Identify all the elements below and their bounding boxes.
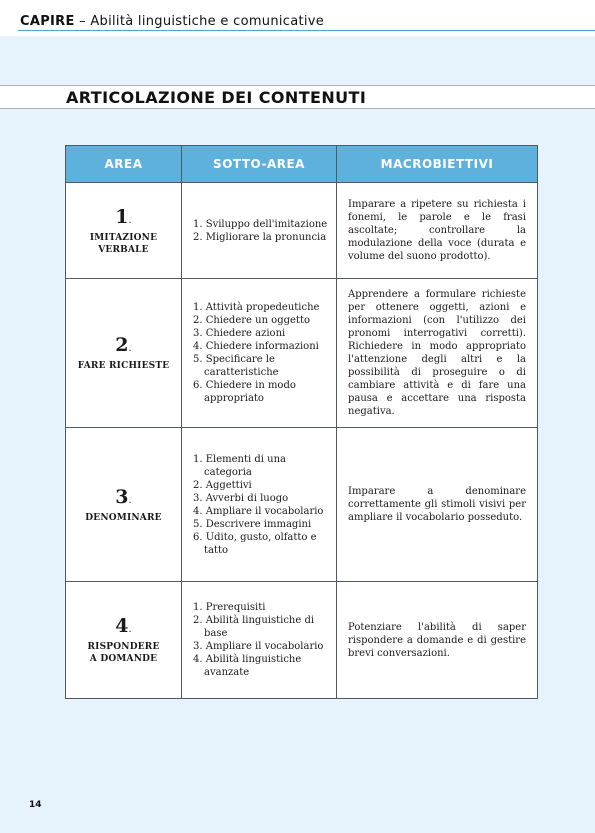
area-cell xyxy=(66,183,182,279)
area-name: IMITAZIONE VERBALE xyxy=(89,232,158,255)
list-item: 5. Specificare le caratteristiche xyxy=(193,354,279,378)
subarea-list xyxy=(186,218,332,244)
table-header-row xyxy=(66,146,538,183)
objective-cell: Imparare a ripetere su richiesta i fonemi, le parole e le frasi ascoltate; controllare la modulazione della voce (durata e volume del suono prodotto). xyxy=(337,183,538,279)
list-item: 3. Avverbi di luogo xyxy=(193,492,289,504)
subarea-list xyxy=(186,601,332,679)
subarea-cell xyxy=(182,582,337,699)
list-item: 4. Ampliare il vocabolario xyxy=(193,505,324,517)
area-name: FARE RICHIESTE xyxy=(77,361,170,371)
area-number: 3. xyxy=(115,485,132,508)
area-number: 2. xyxy=(115,334,132,356)
subarea-list xyxy=(186,301,332,405)
area-number: 4. xyxy=(115,615,132,637)
subarea-list xyxy=(186,453,332,557)
subarea-cell xyxy=(182,279,337,428)
page-number: 14 xyxy=(29,800,42,810)
column-header-subarea: SOTTO-AREA xyxy=(182,146,337,183)
list-item: 4. Chiedere informazioni xyxy=(193,341,319,352)
list-item: 3. Chiedere azioni xyxy=(193,328,286,339)
list-item: 6. Udito, gusto, olfatto e tatto xyxy=(193,531,317,556)
list-item: 1. Sviluppo dell'imitazione xyxy=(193,218,328,230)
list-item: 1. Elementi di una categoria xyxy=(193,453,286,478)
contents-table xyxy=(65,145,538,699)
subarea-cell xyxy=(182,428,337,582)
area-cell xyxy=(66,279,182,428)
header-separator: – xyxy=(74,14,91,29)
header-rule xyxy=(18,30,595,31)
table-row xyxy=(66,183,538,279)
area-name: DENOMINARE xyxy=(85,512,162,523)
list-item: 6. Chiedere in modo appropriato xyxy=(193,380,296,404)
objective-cell: Potenziare l'abilità di saper rispondere a domande e di gestire brevi conversazioni. xyxy=(337,582,538,699)
list-item: 2. Abilità linguistiche di base xyxy=(193,615,315,639)
table-row xyxy=(66,582,538,699)
book-subtitle: Abilità linguistiche e comunicative xyxy=(90,14,325,29)
subarea-cell xyxy=(182,183,337,279)
list-item: 2. Chiedere un oggetto xyxy=(193,315,310,326)
table-row xyxy=(66,428,538,582)
area-name: RISPONDERE A DOMANDE xyxy=(87,642,160,664)
objective-cell: Apprendere a formulare richieste per ottenere oggetti, azioni e informazioni (con l'utilizzo dei pronomi interrogativi corretti). Richiedere in modo appropriato l'attenzione degli altri e la possibilità di proseguire o di cambiare attività e di fare una pausa e accettare una risposta negativa. xyxy=(337,279,538,428)
objective-cell: Imparare a denominare correttamente gli stimoli visivi per ampliare il vocabolario posseduto. xyxy=(337,428,538,582)
running-header xyxy=(20,14,324,29)
list-item: 3. Ampliare il vocabolario xyxy=(193,641,324,652)
column-header-area: AREA xyxy=(66,146,182,183)
column-header-objectives: MACROBIETTIVI xyxy=(337,146,538,183)
list-item: 5. Descrivere immagini xyxy=(193,518,312,530)
area-cell xyxy=(66,582,182,699)
list-item: 1. Attività propedeutiche xyxy=(193,302,320,313)
list-item: 1. Prerequisiti xyxy=(193,602,266,613)
section-title: ARTICOLAZIONE DEI CONTENUTI xyxy=(66,88,367,107)
area-number: 1. xyxy=(115,205,132,228)
area-cell xyxy=(66,428,182,582)
book-title: CAPIRE xyxy=(20,14,75,29)
list-item: 2. Aggettivi xyxy=(193,479,252,491)
list-item: 4. Abilità linguistiche avanzate xyxy=(193,654,302,678)
table-row xyxy=(66,279,538,428)
list-item: 2. Migliorare la pronuncia xyxy=(193,231,327,243)
